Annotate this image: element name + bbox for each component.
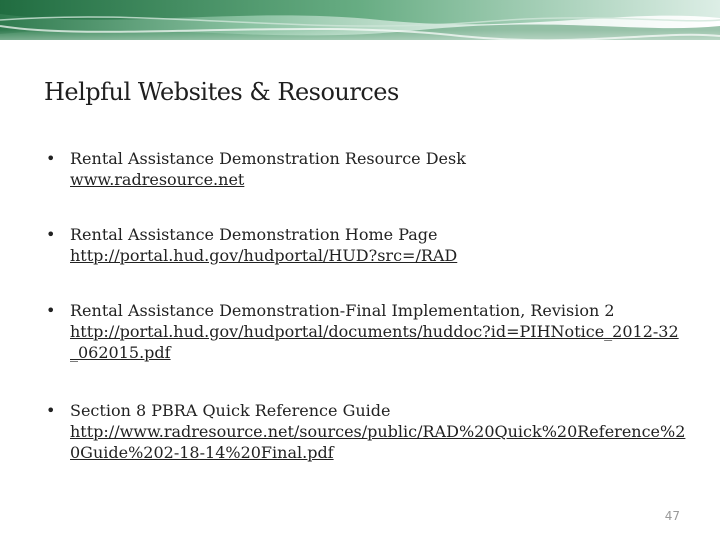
bullet-glyph: • [46,149,56,168]
banner-fade [0,30,720,62]
page-number: 47 [664,509,680,523]
bullet-glyph: • [46,225,56,244]
resource-title: Rental Assistance Demonstration-Final Implementation, Revision 2 [70,301,615,320]
resource-title: Rental Assistance Demonstration Home Page [70,225,438,244]
resource-title: Rental Assistance Demonstration Resource Desk [70,149,466,168]
resource-title: Section 8 PBRA Quick Reference Guide [70,401,391,420]
resource-link[interactable]: http://portal.hud.gov/hudportal/documents/huddoc?id=PIHNotice_2012-32_062015.pdf [70,322,679,362]
decorative-banner [0,0,720,62]
bullet-glyph: • [46,401,56,420]
resource-link[interactable]: www.radresource.net [70,170,245,189]
bullet-glyph: • [46,301,56,320]
slide-title: Helpful Websites & Resources [44,78,399,106]
resource-link[interactable]: http://portal.hud.gov/hudportal/HUD?src=/RAD [70,246,458,265]
resource-link[interactable]: http://www.radresource.net/sources/public/RAD%20Quick%20Reference%20Guide%202-18-14%20Final.pdf [70,422,686,462]
